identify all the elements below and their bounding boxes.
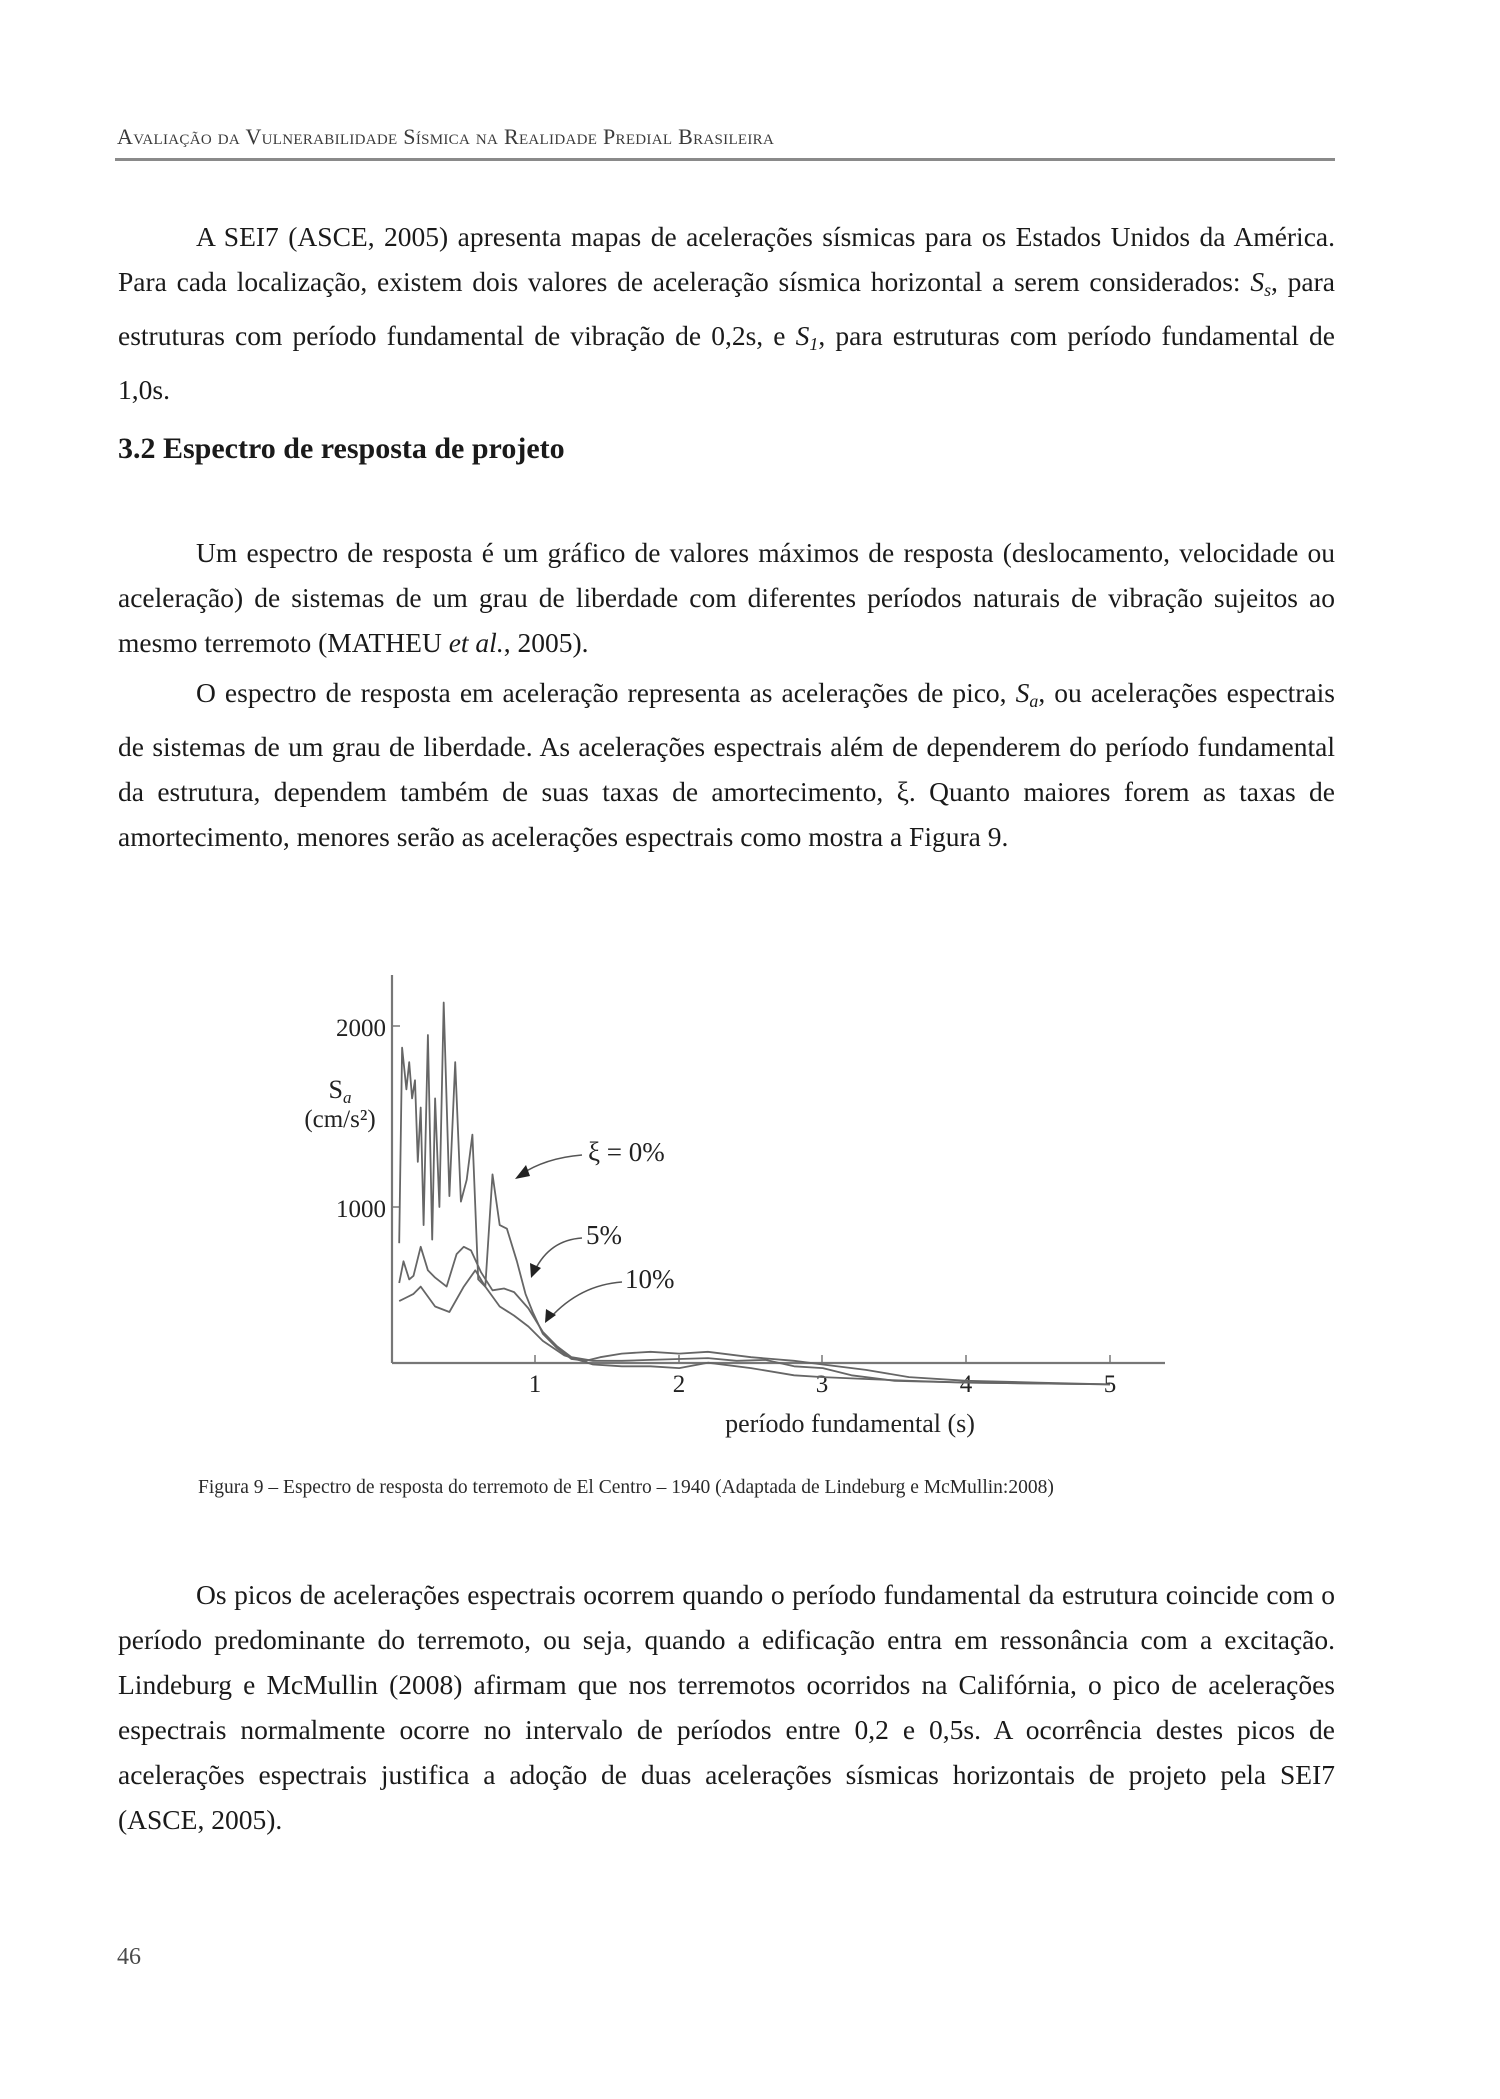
annotation-0-percent: ξ = 0%: [588, 1137, 665, 1167]
figure-9-response-spectrum-chart: [270, 960, 1200, 1450]
paragraph-text: , 2005).: [503, 627, 589, 658]
x-ticks: [535, 1355, 1110, 1363]
running-head-title: Avaliação da Vulnerabilidade Sísmica na Realidade Predial Brasileira: [117, 124, 775, 149]
x-axis-label: período fundamental (s): [725, 1409, 975, 1438]
y-tick-label: 2000: [336, 1015, 386, 1042]
arrowhead-icon: [545, 1309, 556, 1323]
y-tick-label: 1000: [336, 1196, 386, 1223]
arrowhead-icon: [530, 1263, 541, 1278]
arrowhead-icon: [515, 1165, 530, 1179]
annotation-5-percent: 5%: [586, 1220, 622, 1250]
paragraph-spectral-peaks: [118, 1572, 1335, 1842]
x-tick-labels: [529, 1371, 1117, 1398]
y-axis-label-units: (cm/s²): [304, 1106, 376, 1133]
svg-text:1: 1: [528, 1371, 542, 1398]
curve-10: [399, 1270, 1110, 1384]
arrow-0-percent: [520, 1155, 582, 1175]
paragraph-sei7-maps: [118, 214, 1335, 412]
paragraph-text: , ou acelerações espectrais de sistemas de um grau de liberdade. As acelerações espectrais além de dependerem do período fundamental da estrutura, dependem também de suas taxas de amortecimento, ξ. Quanto maiores forem as taxas de amortecimento, menores serão as acelerações espectrais como mostra a Figura 9.: [118, 677, 1335, 852]
svg-text:5: 5: [1103, 1371, 1117, 1398]
paragraph-text: O espectro de resposta em aceleração representa as acelerações de pico,: [196, 677, 1016, 708]
paragraph-text: Os picos de acelerações espectrais ocorrem quando o período fundamental da estrutura coincide com o período predominante do terremoto, ou seja, quando a edificação entra em ressonância com a excitação. Lindeburg e McMullin (2008) afirmam que nos terremotos ocorridos na Califórnia, o pico de acelerações espectrais normalmente ocorre no intervalo de períodos entre 0,2 e 0,5s. A ocorrência destes picos de acelerações espectrais justifica a adoção de duas acelerações sísmicas horizontais de projeto pela SEI7 (ASCE, 2005).: [118, 1579, 1335, 1835]
paragraph-acceleration-spectrum: [118, 670, 1335, 859]
paragraph-text: Um espectro de resposta é um gráfico de valores máximos de resposta (deslocamento, velocidade ou aceleração) de sistemas de um grau de liberdade com diferentes períodos naturais de vibração sujeitos ao mesmo terremoto (MATHEU: [118, 537, 1335, 658]
page-number: 46: [117, 1944, 141, 1970]
arrow-5-percent: [535, 1238, 582, 1270]
svg-text:3: 3: [815, 1371, 829, 1398]
svg-text:2: 2: [672, 1371, 686, 1398]
et-al: et al.: [448, 627, 504, 658]
annotation-10-percent: 10%: [625, 1264, 675, 1294]
curve-0: [399, 1003, 1110, 1385]
chart-svg: [270, 960, 1200, 1450]
svg-text:4: 4: [959, 1371, 973, 1398]
paragraph-text: , para estruturas com período fundamental de 1,0s.: [118, 320, 1336, 405]
section-heading: 3.2 Espectro de resposta de projeto: [118, 432, 565, 465]
symbol-ss: $S_s$: [1250, 266, 1272, 300]
paragraph-text: , para estruturas com período fundamental de vibração de 0,2s, e: [118, 266, 1335, 351]
header-divider: [115, 158, 1335, 161]
y-axis-label-symbol: Sa: [328, 1075, 352, 1107]
paragraph-response-spectrum-definition: [118, 530, 1335, 665]
spectrum-curves: [399, 1003, 1110, 1385]
arrow-10-percent: [550, 1282, 622, 1318]
figure-caption: Figura 9 – Espectro de resposta do terremoto de El Centro – 1940 (Adaptada de Lindeburg e McMullin:2008): [198, 1477, 1054, 1498]
paragraph-text: A SEI7 (ASCE, 2005) apresenta mapas de acelerações sísmicas para os Estados Unidos da América. Para cada localização, existem dois valores de aceleração sísmica horizontal a serem considerados:: [118, 221, 1335, 297]
symbol-s1: $S_1$: [795, 320, 819, 354]
symbol-sa: $S_a$: [1015, 677, 1039, 711]
